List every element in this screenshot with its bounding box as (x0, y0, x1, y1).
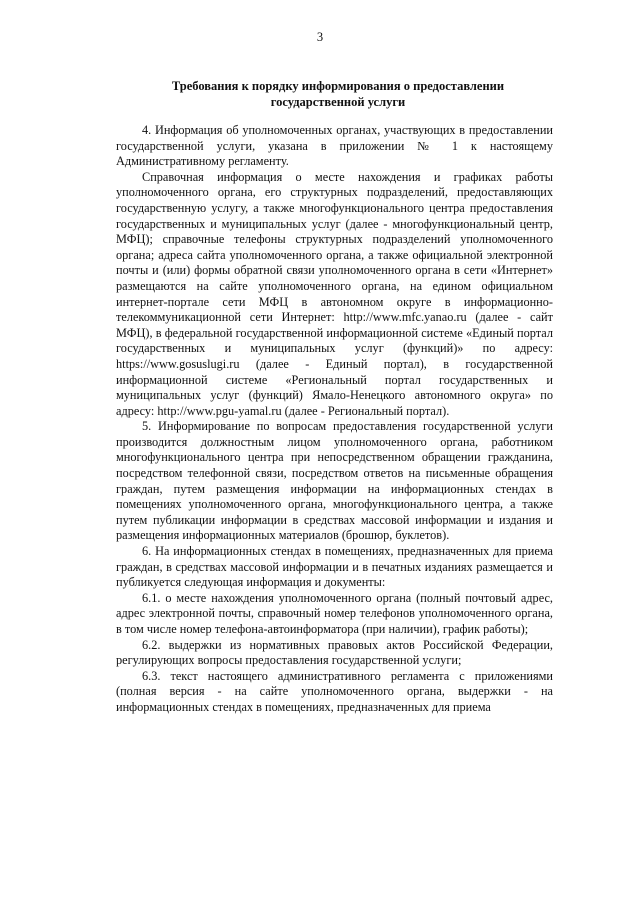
section-title-line-2: государственной услуги (270, 95, 406, 109)
paragraph-reference-info: Справочная информация о месте нахождения и графиках работы уполномоченного органа, его структурных подразделений, предоставляющих государственную услугу, а также многофункционального центра предоставления государственных и муниципальных услуг (далее - многофункциональный центр, МФЦ); справочные телефоны структурных подразделений уполномоченного органа; адреса сайта уполномоченного органа, а также официальной электронной почты и (или) формы обратной связи уполномоченного органа в сети «Интернет» размещаются на сайте уполномоченного органа, на едином официальном интернет-портале сети МФЦ в автономном округе в информационно-телекоммуникационной сети Интернет: http://www.mfc.yanao.ru (далее - сайт МФЦ), в федеральной государственной информационной системе «Единый портал государственных и муниципальных услуг (функций)» по адресу: https://www.gosuslugi.ru (далее - Единый портал), в государственной информационной системе «Региональный портал государственных и муниципальных услуг (функций) Ямало-Ненецкого автономного округа» по адресу: http://www.pgu-yamal.ru (далее - Региональный портал). (116, 169, 553, 418)
paragraph-5: 5. Информирование по вопросам предоставления государственной услуги производится должностным лицом уполномоченного органа, работником многофункционального центра при непосредственном обращении гражданина, посредством телефонной связи, посредством ответов на письменные обращения граждан, путем размещения информации на информационных стендах в помещениях уполномоченного органа, многофункционального центра, а также путем публикации информации в средствах массовой информации и издания и размещения информационных материалов (брошюр, буклетов). (116, 419, 553, 543)
paragraph-4: 4. Информация об уполномоченных органах, участвующих в предоставлении государственной услуги, указана в приложении № 1 к настоящему Административному регламенту. (116, 123, 553, 169)
paragraph-6-2: 6.2. выдержки из нормативных правовых актов Российской Федерации, регулирующих вопросы предоставления государственной услуги; (116, 637, 553, 668)
paragraph-6-1: 6.1. о месте нахождения уполномоченного органа (полный почтовый адрес, адрес электронной почты, справочный номер телефонов уполномоченного органа, в том числе номер телефона-автоинформатора (при наличии), график работы); (116, 590, 553, 636)
page-number: 3 (316, 30, 324, 44)
document-body (116, 123, 553, 716)
section-title-line-1: Требования к порядку информирования о предоставлении (171, 79, 505, 93)
section-title (150, 78, 526, 110)
paragraph-6-3: 6.3. текст настоящего административного регламента с приложениями (полная версия - на сайте уполномоченного органа, выдержки - на информационных стендах в помещениях, предназначенных для приема (116, 668, 553, 714)
paragraph-6: 6. На информационных стендах в помещениях, предназначенных для приема граждан, в средствах массовой информации и в печатных изданиях размещается и публикуется следующая информация и документы: (116, 544, 553, 590)
